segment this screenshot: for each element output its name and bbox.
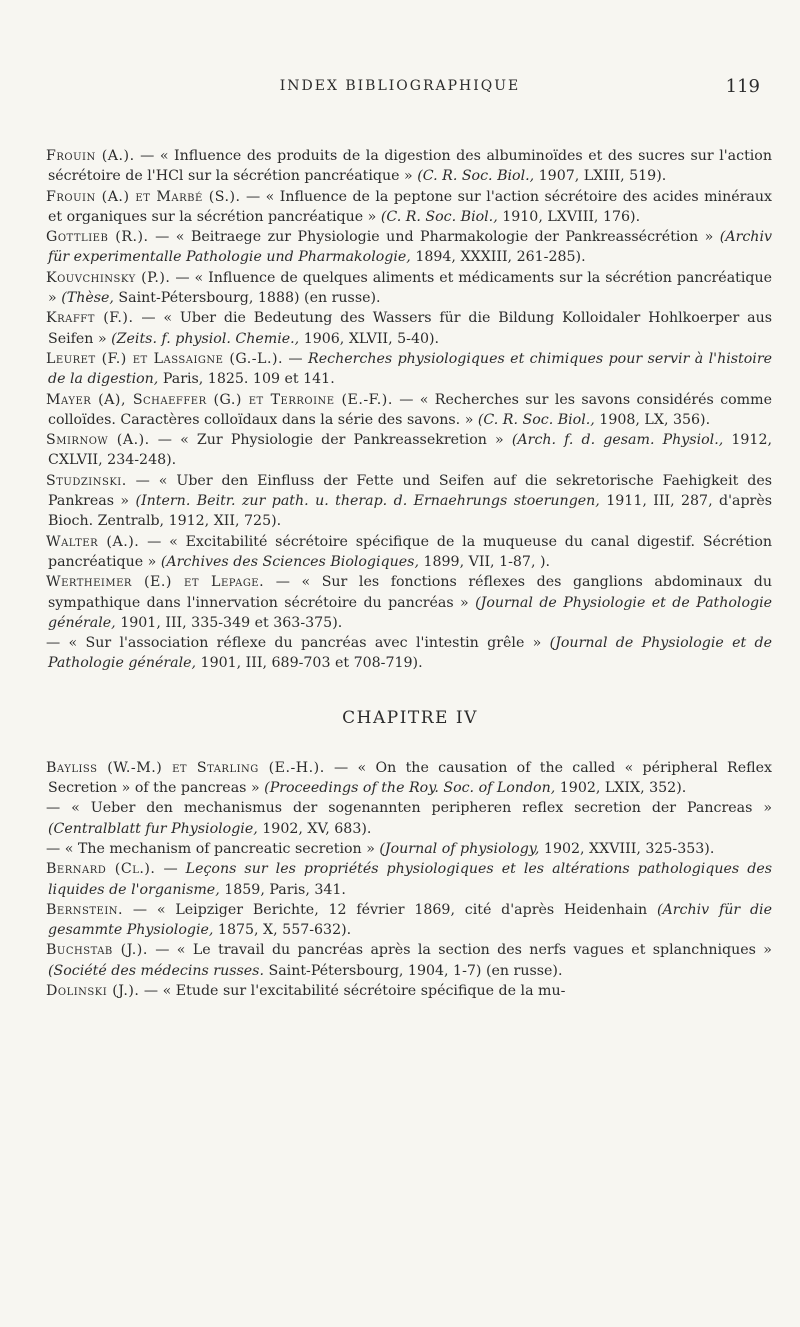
bibliography-entry: Mayer (A), Schaeffer (G.) et Terroine (E.-F.). — « Recherches sur les savons considérés comme colloïdes. Caractères colloïdaux dans la série des savons. » (C. R. Soc. Biol., 1908, LX, 356). [46,391,772,428]
bibliography-entry: Leuret (F.) et Lassaigne (G.-L.). — Recherches physiologiques et chimiques pour servir à l'histoire de la digestion, Paris, 1825. 109 et 141. [46,350,772,388]
running-title: INDEX BIBLIOGRAPHIQUE [279,78,521,94]
bibliography-entry: Smirnow (A.). — « Zur Physiologie der Pankreassekretion » (Arch. f. d. gesam. Physiol., 1912, CXLVII, 234-248). [46,432,772,469]
bibliography-entry: Dolinski (J.). — « Etude sur l'excitabilité sécrétoire spécifique de la mu- [46,982,566,999]
bibliography-entry: Bayliss (W.-M.) et Starling (E.-H.). — « On the causation of the called « péripheral Reflex Secretion » of the pancreas » (Proceedings of the Roy. Soc. of London, 1902, LXIX, 352). [46,759,772,797]
bibliography-entry: Frouin (A.). — « Influence des produits de la digestion des albuminoïdes et des sucres sur l'action sécrétoire de l'HCl sur la sécrétion pancréatique » (C. R. Soc. Biol., 1907, LXIII, 519). [46,148,772,185]
bibliography-entry: Gottlieb (R.). — « Beitraege zur Physiologie und Pharmakologie der Pankreassécrétion » (Archiv für experimentalle Pathologie und Pharmakologie, 1894, XXXIII, 261-285). [46,229,772,266]
bibliography-entry: Walter (A.). — « Excitabilité sécrétoire spécifique de la muqueuse du canal digestif. Sécrétion pancréatique » (Archives des Sciences Biologiques, 1899, VII, 1-87, ). [46,533,772,570]
bibliography-entry: Bernard (Cl.). — Leçons sur les propriétés physiologiques et les altérations pathologiques des liquides de l'organisme, 1859, Paris, 341. [46,861,772,898]
page-number: 119 [725,76,760,97]
chapter-title: CHAPITRE IV [342,707,478,728]
bibliography-entry: Bernstein. — « Leipziger Berichte, 12 février 1869, cité d'après Heidenhain (Archiv für die gesammte Physiologie, 1875, X, 557-632). [46,901,772,939]
bibliography-entry: — « Sur l'association réflexe du pancréas avec l'intestin grêle » (Journal de Physiologie et de Pathologie générale, 1901, III, 689-703 et 708-719). [46,635,772,672]
bibliography-entry: Wertheimer (E.) et Lepage. — « Sur les fonctions réflexes des ganglions abdominaux du sympathique dans l'innervation sécrétoire du pancréas » (Journal de Physiologie et de Pathologie générale, 1901, III, 335-349 et 363-375). [46,574,773,631]
bibliography-bottom [48,758,772,1002]
bibliography-entry: Studzinski. — « Uber den Einfluss der Fette und Seifen auf die sekretorische Faehigkeit des Pankreas » (Intern. Beitr. zur path. u. therap. d. Ernaehrungs stoerungen, 1911, III, 287, d'après Bioch. Zentralb, 1912, XII, 725). [46,472,772,530]
bibliography-top [48,146,772,674]
bibliography-entry: — « The mechanism of pancreatic secretion » (Journal of physiology, 1902, XXVIII, 325-353). [46,840,715,857]
bibliography-entry: Frouin (A.) et Marbé (S.). — « Influence de la peptone sur l'action sécrétoire des acides minéraux et organiques sur la sécrétion pancréatique » (C. R. Soc. Biol., 1910, LXVIII, 176). [46,188,772,225]
bibliography-entry: Buchstab (J.). — « Le travail du pancréas après la section des nerfs vagues et splanchniques » (Société des médecins russes. Saint-Pétersbourg, 1904, 1-7) (en russe). [46,942,772,979]
bibliography-entry: Kouvchinsky (P.). — « Influence de quelques aliments et médicaments sur la sécrétion pancréatique » (Thèse, Saint-Pétersbourg, 1888) (en russe). [46,269,773,307]
bibliography-entry: — « Ueber den mechanismus der sogenannten peripheren reflex secretion der Pancreas » (Centralblatt fur Physiologie, 1902, XV, 683). [46,800,772,837]
bibliography-entry: Krafft (F.). — « Uber die Bedeutung des Wassers für die Bildung Kolloidaler Hohlkoerper aus Seifen » (Zeits. f. physiol. Chemie., 1906, XLVII, 5-40). [46,310,772,347]
